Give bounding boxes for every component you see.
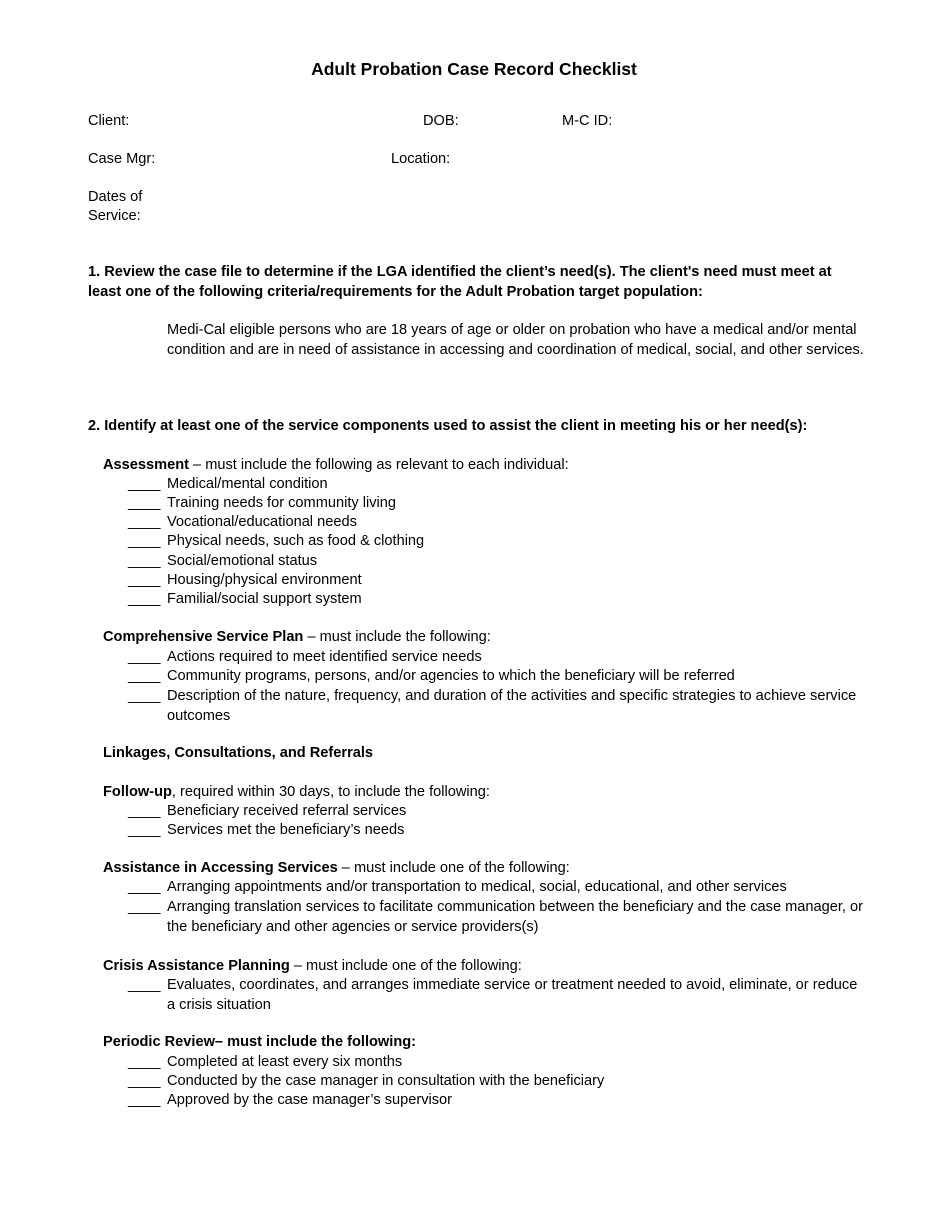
section1-heading: 1. Review the case file to determine if the LGA identified the client’s need(s). The client's need must meet at least one of the following criteria/requirements for the Adult Probation target population: — [88, 264, 832, 300]
followup-heading — [103, 783, 490, 803]
checkbox-blank[interactable]: ____ — [128, 803, 161, 819]
crisis-heading — [103, 957, 522, 977]
case-mgr-label: Case Mgr: — [88, 151, 156, 167]
checklist-item — [128, 1072, 868, 1092]
checklist-item — [128, 802, 868, 822]
assessment-label: Assessment — [103, 457, 189, 473]
item-text: Conducted by the case manager in consultation with the beneficiary — [167, 1073, 605, 1089]
item-text: Housing/physical environment — [167, 572, 362, 588]
checklist-item — [128, 648, 868, 668]
item-text: Social/emotional status — [167, 553, 318, 569]
checklist-item — [128, 976, 868, 1015]
item-text: Training needs for community living — [167, 495, 397, 511]
checklist-item — [128, 475, 868, 495]
checklist-item — [128, 687, 868, 726]
checkbox-blank[interactable]: ____ — [128, 533, 161, 549]
checklist-item — [128, 1091, 868, 1111]
checkbox-blank[interactable]: ____ — [128, 668, 161, 684]
crisis-desc: – must include one of the following: — [289, 958, 522, 974]
checkbox-blank[interactable]: ____ — [128, 822, 161, 838]
checkbox-blank[interactable]: ____ — [128, 572, 161, 588]
dates-of-service-label-line2: Service: — [88, 208, 141, 224]
checkbox-blank[interactable]: ____ — [128, 1073, 161, 1089]
item-text: Approved by the case manager’s supervisor — [167, 1092, 453, 1108]
checkbox-blank[interactable]: ____ — [128, 591, 161, 607]
item-text: Evaluates, coordinates, and arranges immediate service or treatment needed to avoid, eliminate, or reduce a crisis situation — [167, 977, 858, 1013]
item-text: Description of the nature, frequency, and duration of the activities and specific strategies to achieve service outcomes — [167, 688, 857, 724]
checkbox-blank[interactable]: ____ — [128, 977, 161, 993]
item-text: Actions required to meet identified service needs — [167, 649, 482, 665]
checklist-item — [128, 878, 868, 898]
checkbox-blank[interactable]: ____ — [128, 879, 161, 895]
followup-label: Follow-up — [103, 784, 172, 800]
checklist-item — [128, 590, 868, 610]
item-text: Completed at least every six months — [167, 1054, 403, 1070]
item-text: Vocational/educational needs — [167, 514, 357, 530]
access-heading — [103, 859, 570, 879]
dates-of-service-label-line1: Dates of — [88, 189, 143, 205]
checkbox-blank[interactable]: ____ — [128, 649, 161, 665]
item-text: Services met the beneficiary’s needs — [167, 822, 405, 838]
checklist-item — [128, 821, 868, 841]
checkbox-blank[interactable]: ____ — [128, 688, 161, 704]
service-plan-label: Comprehensive Service Plan — [103, 629, 304, 645]
checkbox-blank[interactable]: ____ — [128, 1092, 161, 1108]
item-text: Physical needs, such as food & clothing — [167, 533, 425, 549]
item-text: Community programs, persons, and/or agencies to which the beneficiary will be referred — [167, 668, 735, 684]
access-desc: – must include one of the following: — [337, 860, 570, 876]
checklist-item — [128, 898, 868, 937]
item-text: Medical/mental condition — [167, 476, 328, 492]
page-title: Adult Probation Case Record Checklist — [311, 59, 637, 79]
periodic-review-heading: Periodic Review– must include the following: — [103, 1034, 417, 1050]
checkbox-blank[interactable]: ____ — [128, 553, 161, 569]
item-text: Arranging translation services to facilitate communication between the beneficiary and the case manager, or the beneficiary and other agencies or service providers(s) — [167, 899, 864, 935]
client-label: Client: — [88, 113, 130, 129]
service-plan-heading — [103, 628, 491, 648]
checklist-item — [128, 667, 868, 687]
mc-id-label: M-C ID: — [562, 113, 613, 129]
target-population-criteria: Medi-Cal eligible persons who are 18 years of age or older on probation who have a medical and/or mental condition and are in need of assistance in accessing and coordination of medical, social, and other services. — [167, 322, 864, 358]
checklist-item — [128, 1053, 868, 1073]
crisis-label: Crisis Assistance Planning — [103, 958, 290, 974]
checklist-item — [128, 532, 868, 552]
dob-label: DOB: — [423, 113, 459, 129]
followup-desc: , required within 30 days, to include the following: — [171, 784, 490, 800]
access-label: Assistance in Accessing Services — [103, 860, 338, 876]
item-text: Familial/social support system — [167, 591, 362, 607]
service-plan-desc: – must include the following: — [303, 629, 491, 645]
checkbox-blank[interactable]: ____ — [128, 476, 161, 492]
section2-heading: 2. Identify at least one of the service components used to assist the client in meeting his or her need(s): — [88, 418, 808, 434]
item-text: Arranging appointments and/or transportation to medical, social, educational, and other services — [167, 879, 787, 895]
assessment-desc: – must include the following as relevant to each individual: — [189, 457, 569, 473]
linkages-heading: Linkages, Consultations, and Referrals — [103, 745, 374, 761]
checklist-item — [128, 513, 868, 533]
checkbox-blank[interactable]: ____ — [128, 514, 161, 530]
checkbox-blank[interactable]: ____ — [128, 1054, 161, 1070]
checklist-item — [128, 494, 868, 514]
location-label: Location: — [391, 151, 451, 167]
assessment-heading — [103, 456, 569, 476]
checkbox-blank[interactable]: ____ — [128, 899, 161, 915]
item-text: Beneficiary received referral services — [167, 803, 407, 819]
checklist-item — [128, 552, 868, 572]
checkbox-blank[interactable]: ____ — [128, 495, 161, 511]
checklist-item — [128, 571, 868, 591]
